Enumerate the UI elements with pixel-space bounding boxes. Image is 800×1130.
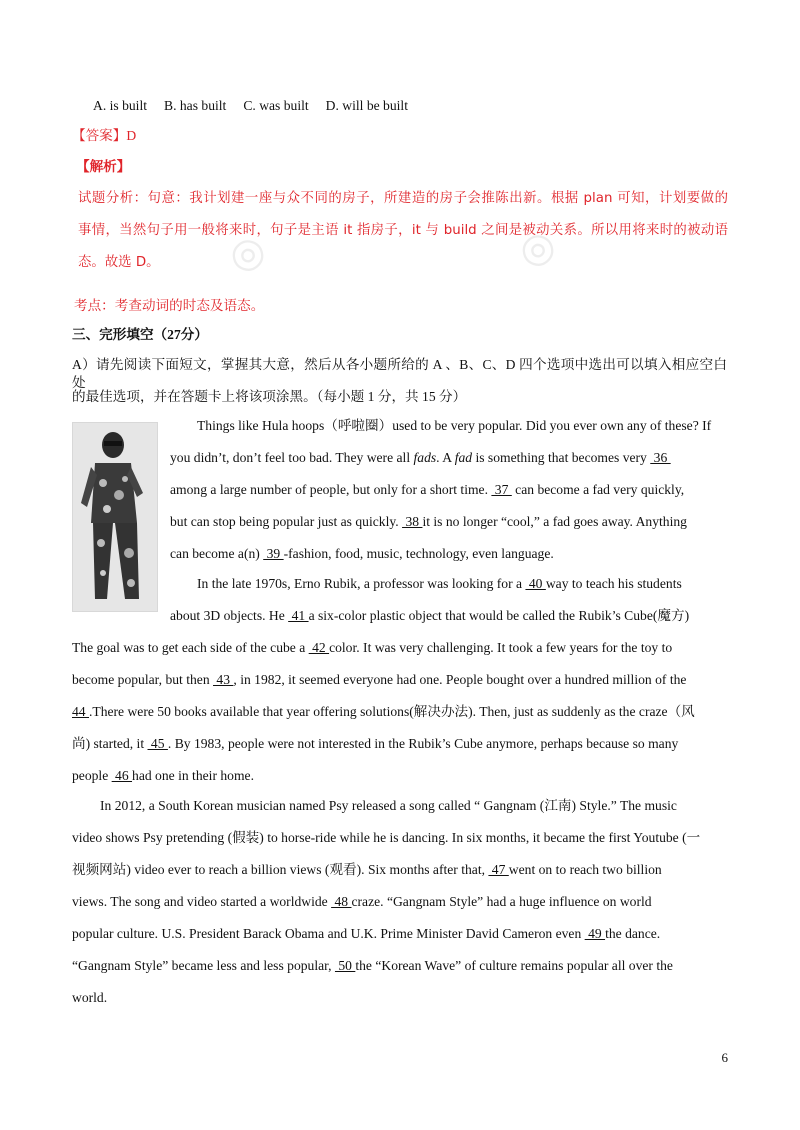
blank-39[interactable]: 39: [263, 546, 284, 561]
blank-44[interactable]: 44: [72, 704, 89, 719]
passage-line: [170, 607, 730, 625]
text-run: a six-color plastic object that would be called the Rubik’s Cube(魔方): [308, 608, 690, 623]
text-run: .There were 50 books available that year offering solutions(解决办法). Then, just as suddenly as the craze（风: [89, 704, 695, 719]
passage-line: [170, 449, 730, 467]
blank-42[interactable]: 42: [308, 640, 330, 655]
passage-line: [72, 925, 727, 943]
text-run: went on to reach two billion: [508, 862, 662, 877]
blank-49[interactable]: 49: [584, 926, 606, 941]
text-run: way to teach his students: [545, 576, 682, 591]
section-instruction: A）请先阅读下面短文，掌握其大意，然后从各小题所给的 A 、B、C、D 四个选项中选出可以填入相应空白处: [72, 357, 727, 390]
passage-line: Things like Hula hoops（呼啦圈）used to be very popular. Did you ever own any of these? If: [197, 418, 712, 433]
passage-line: video shows Psy pretending (假装) to horse-ride while he is dancing. In six months, it became the first Youtube (一: [72, 830, 701, 845]
text-run: is something that becomes very: [472, 450, 651, 465]
watermark-stamp: ◎: [225, 226, 270, 280]
passage-line: [72, 861, 727, 879]
passage-line: [197, 575, 727, 593]
blank-40[interactable]: 40: [525, 576, 546, 591]
text-run: the “Korean Wave” of culture remains popular all over the: [355, 958, 673, 973]
option-d: D. will be built: [325, 98, 408, 113]
text-run: . A: [436, 450, 455, 465]
passage-line: [170, 545, 730, 563]
text-run: -fashion, food, music, technology, even language.: [283, 546, 554, 561]
text-run: color. It was very challenging. It took a few years for the toy to: [329, 640, 673, 655]
text-run: among a large number of people, but only for a short time.: [170, 482, 492, 497]
analysis-line: 试题分析：句意：我计划建一座与众不同的房子，所建造的房子会推陈出新。根据 plan 可知，计划要做的: [78, 191, 728, 206]
text-run: In the late 1970s, Erno Rubik, a professor was looking for a: [197, 576, 526, 591]
answer-line: [72, 127, 727, 145]
text-run: , in 1982, it seemed everyone had one. People bought over a hundred million of the: [233, 672, 687, 687]
text-run: 尚) started, it: [72, 736, 148, 751]
text-run: but can stop being popular just as quickly.: [170, 514, 403, 529]
blank-45[interactable]: 45: [147, 736, 168, 751]
text-run: the dance.: [605, 926, 661, 941]
kaodian: 考点：考查动词的时态及语态。: [74, 298, 265, 313]
passage-line: [72, 893, 727, 911]
blank-50[interactable]: 50: [334, 958, 356, 973]
passage-line: In 2012, a South Korean musician named Psy released a song called “ Gangnam (江南) Style.” The music: [100, 798, 677, 813]
option-c: C. was built: [243, 98, 309, 113]
blank-43[interactable]: 43: [213, 672, 234, 687]
passage-line: [72, 735, 727, 753]
analysis-label: 【解析】: [76, 159, 131, 174]
text-run: people: [72, 768, 112, 783]
text-run: fad: [454, 450, 473, 465]
text-run: it is no longer “cool,” a fad goes away. Anything: [422, 514, 687, 529]
section-title: 三、完形填空（27分）: [72, 327, 208, 342]
passage-line: world.: [72, 990, 108, 1005]
answer-value: D: [126, 128, 137, 143]
psy-photo: [72, 422, 158, 612]
text-run: 视频网站) video ever to reach a billion views (观看). Six months after that,: [72, 862, 489, 877]
passage-line: [72, 767, 727, 785]
passage-line: [170, 513, 730, 531]
passage-line: [72, 671, 727, 689]
blank-36[interactable]: 36: [650, 450, 671, 465]
text-run: about 3D objects. He: [170, 608, 289, 623]
analysis-line: 事情，当然句子用一般将来时，句子是主语 it 指房子，it 与 build 之间是被动关系。所以用将来时的被动语: [78, 223, 728, 238]
blank-41[interactable]: 41: [288, 608, 309, 623]
text-run: “Gangnam Style” became less and less popular,: [72, 958, 335, 973]
text-run: popular culture. U.S. President Barack Obama and U.K. Prime Minister David Cameron even: [72, 926, 585, 941]
passage-line: [72, 639, 727, 657]
section-instruction: 的最佳选项，并在答题卡上将该项涂黑。（每小题 1 分，共 15 分）: [72, 389, 467, 404]
text-run: can become a(n): [170, 546, 264, 561]
blank-38[interactable]: 38: [402, 514, 423, 529]
text-run: can become a fad very quickly,: [511, 482, 685, 497]
blank-48[interactable]: 48: [331, 894, 352, 909]
option-b: B. has built: [164, 98, 227, 113]
text-run: . By 1983, people were not interested in the Rubik’s Cube anymore, perhaps because so many: [167, 736, 679, 751]
watermark-stamp: ◎: [515, 221, 560, 275]
option-a: A. is built: [93, 98, 148, 113]
text-run: views. The song and video started a worldwide: [72, 894, 332, 909]
text-run: you didn’t, don’t feel too bad. They were all: [170, 450, 414, 465]
text-run: had one in their home.: [132, 768, 254, 783]
passage-line: [72, 957, 727, 975]
blank-37[interactable]: 37: [491, 482, 512, 497]
page-number: 6: [721, 1050, 728, 1065]
blank-46[interactable]: 46: [111, 768, 133, 783]
passage-line: [72, 703, 727, 721]
answer-label: 【答案】: [72, 128, 127, 143]
question-options: [93, 97, 493, 115]
passage-line: [170, 481, 730, 499]
analysis-line: 态。故选 D。: [78, 255, 160, 270]
blank-47[interactable]: 47: [488, 862, 509, 877]
text-run: The goal was to get each side of the cube a: [72, 640, 309, 655]
text-run: become popular, but then: [72, 672, 214, 687]
text-run: craze. “Gangnam Style” had a huge influence on world: [351, 894, 652, 909]
text-run: fads: [413, 450, 437, 465]
